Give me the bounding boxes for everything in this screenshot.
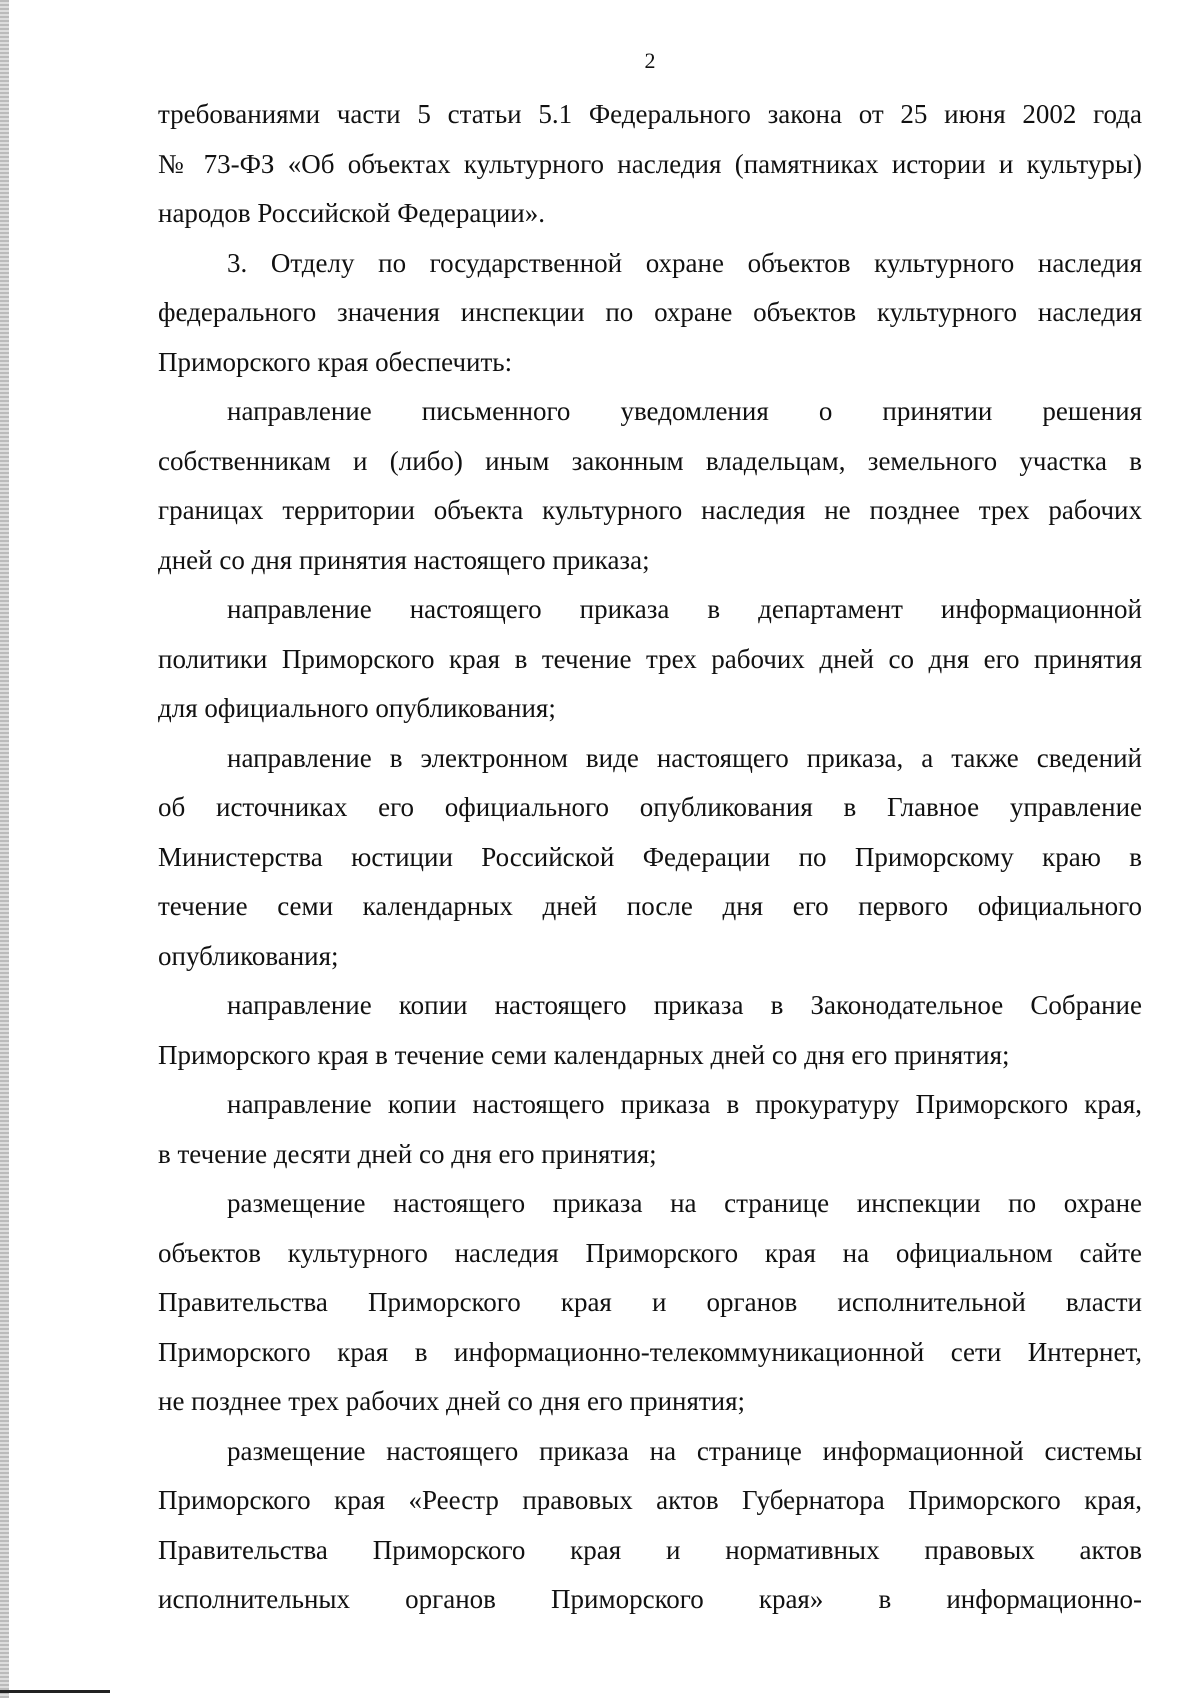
text-line: № 73-ФЗ «Об объектах культурного наследия (памятниках истории и культуры) [158, 148, 1142, 179]
document-body [158, 90, 1142, 1625]
text-line: Правительства Приморского края и нормативных правовых актов [158, 1534, 1142, 1565]
text-line: Приморского края в информационно-телекоммуникационной сети Интернет, [158, 1336, 1142, 1367]
text-line: Приморского края обеспечить: [158, 346, 513, 377]
text-line: Правительства Приморского края и органов исполнительной власти [158, 1287, 1142, 1317]
page-number: 2 [644, 48, 656, 73]
paragraph-first-line: направление в электронном виде настоящего приказа, а также сведений [227, 742, 1142, 773]
text-line: не позднее трех рабочих дней со дня его принятия; [158, 1386, 746, 1416]
paragraph-first-line: направление настоящего приказа в департамент информационной [227, 594, 1142, 624]
text-line: границах территории объекта культурного наследия не позднее трех рабочих [158, 495, 1142, 525]
text-line: опубликования; [158, 940, 339, 971]
text-line: федерального значения инспекции по охране объектов культурного наследия [158, 297, 1142, 327]
text-line: в течение десяти дней со дня его принятия; [158, 1138, 657, 1169]
paragraph-first-line: размещение настоящего приказа на странице информационной системы [227, 1435, 1142, 1466]
text-line: об источниках его официального опубликования в Главное управление [158, 792, 1142, 822]
text-line: дней со дня принятия настоящего приказа; [158, 544, 650, 575]
text-line: для официального опубликования; [158, 693, 556, 723]
paragraph-first-line: размещение настоящего приказа на странице инспекции по охране [227, 1188, 1142, 1218]
paragraph-first-line: 3. Отделу по государственной охране объектов культурного наследия [227, 247, 1142, 278]
text-line: течение семи календарных дней после дня его первого официального [158, 891, 1142, 921]
text-line: Приморского края в течение семи календарных дней со дня его принятия; [158, 1039, 1010, 1070]
text-line: объектов культурного наследия Приморского края на официальном сайте [158, 1237, 1142, 1268]
text-line: политики Приморского края в течение трех рабочих дней со дня его принятия [158, 643, 1142, 674]
text-line: собственникам и (либо) иным законным владельцам, земельного участка в [158, 445, 1142, 476]
paragraph-first-line: направление копии настоящего приказа в прокуратуру Приморского края, [227, 1089, 1142, 1119]
paragraph-first-line: направление письменного уведомления о принятии решения [227, 396, 1142, 426]
text-line: Министерства юстиции Российской Федерации по Приморскому краю в [158, 841, 1142, 872]
text-line: исполнительных органов Приморского края» в информационно- [158, 1584, 1142, 1614]
text-line: народов Российской Федерации». [158, 198, 545, 228]
text-line: Приморского края «Реестр правовых актов Губернатора Приморского края, [158, 1485, 1142, 1515]
scan-bottom-artifact [0, 1690, 110, 1693]
text-line: требованиями части 5 статьи 5.1 Федерального закона от 25 июня 2002 года [158, 99, 1142, 129]
scan-edge-artifact [0, 0, 9, 1698]
paragraph-first-line: направление копии настоящего приказа в Законодательное Собрание [227, 990, 1142, 1020]
